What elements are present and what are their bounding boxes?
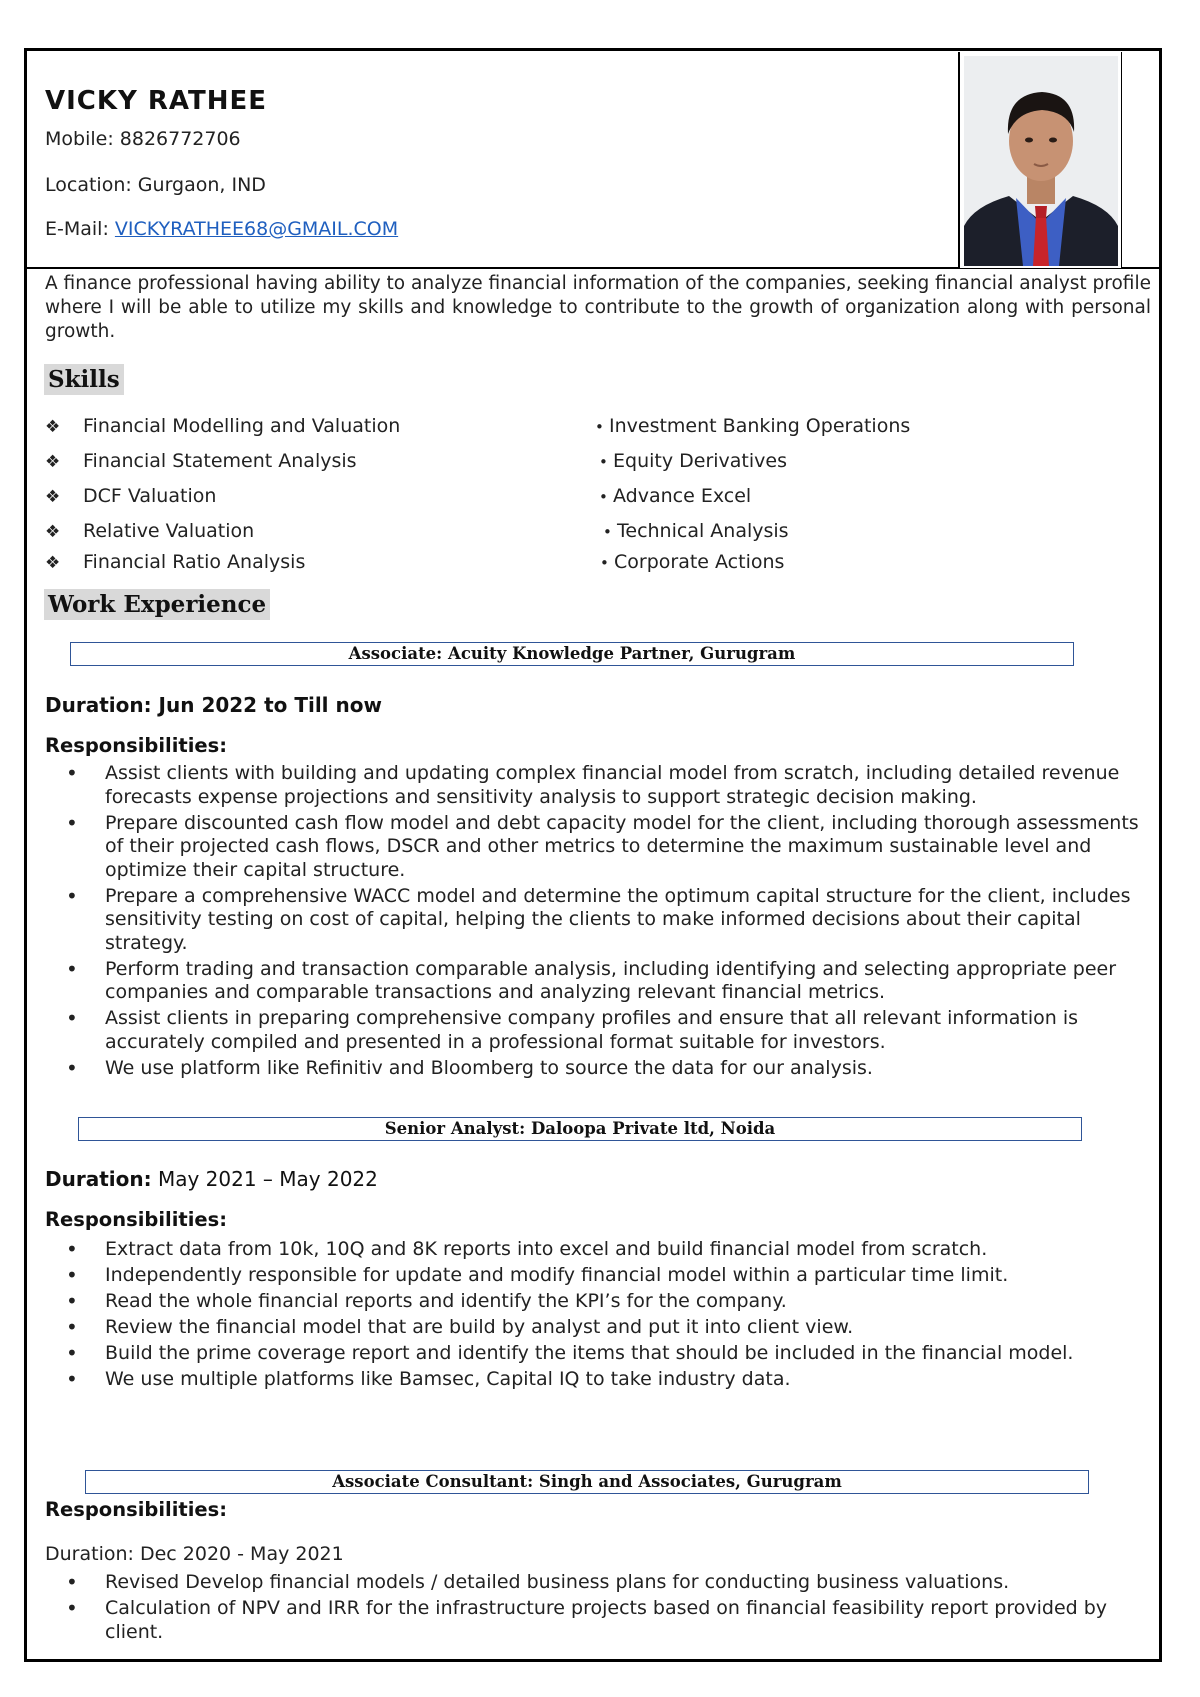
skill-item: ❖ DCF Valuation — [45, 485, 217, 507]
responsibilities-list — [62, 1571, 1154, 1647]
responsibilities-label: Responsibilities: — [45, 1498, 228, 1521]
skill-item: ❖ Financial Statement Analysis — [45, 450, 357, 472]
bullet-icon: • — [599, 453, 608, 471]
list-item: • Perform trading and transaction comparable analysis, including identifying and selecting appropriate peer companies and comparable transactions and analyzing relevant financial metrics. — [62, 958, 1154, 1005]
bullet-icon: • — [603, 523, 612, 541]
diamond-bullet-icon: ❖ — [45, 487, 61, 507]
skills-heading: Skills — [44, 364, 124, 395]
job-heading-box — [85, 1470, 1089, 1494]
list-item: • Prepare a comprehensive WACC model and determine the optimum capital structure for the client, includes sensitivity testing on cost of capital, helping the clients to make informed decisions about their capital strategy. — [62, 885, 1154, 956]
profile-photo — [964, 56, 1118, 266]
email-link[interactable]: VICKYRATHEE68@GMAIL.COM — [114, 218, 399, 240]
list-item: • Read the whole financial reports and identify the KPI’s for the company. — [62, 1290, 1154, 1314]
skill-item: • Investment Banking Operations — [595, 415, 911, 437]
skill-item: ❖ Financial Modelling and Valuation — [45, 415, 401, 437]
bullet-icon: • — [599, 488, 608, 506]
list-item: • Revised Develop financial models / detailed business plans for conducting business valuations. — [62, 1571, 1154, 1595]
job-title: Senior Analyst: Daloopa Private ltd, Noida — [384, 1119, 776, 1138]
profile-photo-image — [964, 56, 1118, 266]
bullet-icon: • — [595, 418, 604, 436]
responsibilities-list — [62, 1238, 1154, 1394]
mobile-line: Mobile: 8826772706 — [45, 128, 241, 150]
list-item: • Extract data from 10k, 10Q and 8K reports into excel and build financial model from scratch. — [62, 1238, 1154, 1262]
skill-item: ❖ Relative Valuation — [45, 520, 255, 542]
bullet-icon: • — [600, 554, 609, 572]
list-item: • We use platform like Refinitiv and Bloomberg to source the data for our analysis. — [62, 1057, 1154, 1081]
list-item: • Review the financial model that are build by analyst and put it into client view. — [62, 1316, 1154, 1340]
responsibilities-label: Responsibilities: — [45, 734, 228, 757]
list-item: • Assist clients with building and updating complex financial model from scratch, including detailed revenue forecasts expense projections and sensitivity analysis to support strategic decision making. — [62, 762, 1154, 809]
list-item: • We use multiple platforms like Bamsec, Capital IQ to take industry data. — [62, 1368, 1154, 1392]
job-title: Associate: Acuity Knowledge Partner, Gurugram — [348, 644, 796, 663]
profile-summary: A finance professional having ability to analyze financial information of the companies, seeking financial analyst profile where I will be able to utilize my skills and knowledge to contribute to the growth of organization along with personal growth. — [45, 273, 1151, 342]
skill-item: • Corporate Actions — [600, 551, 785, 573]
list-item: • Independently responsible for update and modify financial model within a particular time limit. — [62, 1264, 1154, 1288]
responsibilities-list — [62, 762, 1154, 1083]
job-heading-box — [70, 642, 1074, 666]
job-heading-box — [78, 1117, 1082, 1141]
list-item: • Prepare discounted cash flow model and debt capacity model for the client, including thorough assessments of their projected cash flows, DSCR and other metrics to determine the maximum sustainable level and optimize their capital structure. — [62, 812, 1154, 883]
diamond-bullet-icon: ❖ — [45, 452, 61, 472]
job-duration: Duration: Jun 2022 to Till now — [45, 693, 382, 717]
diamond-bullet-icon: ❖ — [45, 417, 61, 437]
job-title: Associate Consultant: Singh and Associates, Gurugram — [332, 1472, 842, 1491]
email-label: E-Mail: — [45, 218, 115, 240]
skill-item: • Equity Derivatives — [599, 450, 787, 472]
responsibilities-label: Responsibilities: — [45, 1208, 228, 1231]
candidate-name: VICKY RATHEE — [45, 86, 268, 116]
email-line — [45, 218, 398, 240]
list-item: • Build the prime coverage report and identify the items that should be included in the financial model. — [62, 1342, 1154, 1366]
diamond-bullet-icon: ❖ — [45, 553, 61, 573]
skill-item: • Technical Analysis — [603, 520, 789, 542]
job-duration: Duration: Dec 2020 - May 2021 — [45, 1543, 344, 1565]
work-experience-heading: Work Experience — [44, 589, 270, 620]
list-item: • Calculation of NPV and IRR for the infrastructure projects based on financial feasibility report provided by client. — [62, 1597, 1154, 1644]
skill-item: ❖ Financial Ratio Analysis — [45, 551, 306, 573]
list-item: • Assist clients in preparing comprehensive company profiles and ensure that all relevant information is accurately compiled and presented in a professional format suitable for investors. — [62, 1007, 1154, 1054]
location-line: Location: Gurgaon, IND — [45, 174, 266, 196]
skill-item: • Advance Excel — [599, 485, 752, 507]
job-duration: Duration: May 2021 – May 2022 — [45, 1167, 378, 1191]
diamond-bullet-icon: ❖ — [45, 522, 61, 542]
